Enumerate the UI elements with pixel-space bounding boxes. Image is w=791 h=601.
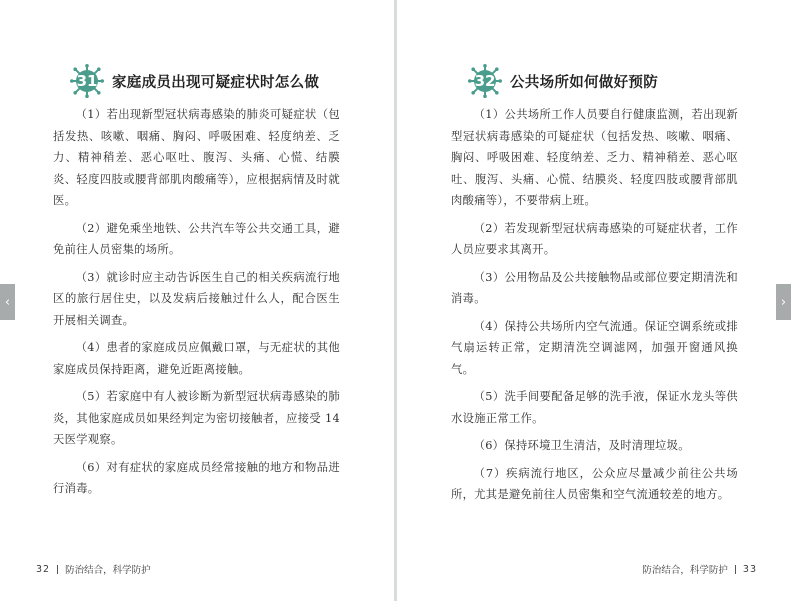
paragraph: （2）若发现新型冠状病毒感染的可疑症状者，工作人员应要求其离开。 <box>451 221 738 256</box>
paragraph: （2）避免乘坐地铁、公共汽车等公共交通工具，避免前往人员密集的场所。 <box>53 221 340 256</box>
section-number: 32 <box>474 72 496 90</box>
paragraph: （3）公用物品及公共接触物品或部位要定期清洗和消毒。 <box>451 270 738 305</box>
section-title: 家庭成员出现可疑症状时怎么做 <box>112 74 320 91</box>
paragraph: （6）保持环境卫生清洁，及时清理垃圾。 <box>473 439 690 452</box>
section-body <box>53 104 340 506</box>
section-number: 31 <box>76 72 98 90</box>
section-body <box>451 104 738 512</box>
next-page-button[interactable] <box>776 284 791 320</box>
page-number: 33 <box>742 563 757 575</box>
right-page <box>397 0 791 601</box>
paragraph: （5）若家庭中有人被诊断为新型冠状病毒感染的肺炎，其他家庭成员如果经判定为密切接触者，应接受 14 天医学观察。 <box>53 390 340 446</box>
paragraph: （1）若出现新型冠状病毒感染的肺炎可疑症状（包括发热、咳嗽、咽痛、胸闷、呼吸困难、轻度纳差、乏力、精神稍差、恶心呕吐、腹泻、头痛、心慌、结膜炎、轻度四肢或腰背部肌肉酸痛等），应根据病情及时就医。 <box>53 108 340 207</box>
page-number: 32 <box>36 563 51 575</box>
section-heading <box>70 64 319 98</box>
paragraph: （7）疾病流行地区，公众应尽量减少前往公共场所，尤其是避免前往人员密集和空气流通较差的地方。 <box>451 466 738 501</box>
paragraph: （6）对有症状的家庭成员经常接触的地方和物品进行消毒。 <box>53 460 340 495</box>
paragraph: （4）保持公共场所内空气流通。保证空调系统或排气扇运转正常，定期清洗空调滤网，加强开窗通风换气。 <box>451 319 738 376</box>
chevron-right-icon: › <box>780 294 787 310</box>
paragraph: （4）患者的家庭成员应佩戴口罩，与无症状的其他家庭成员保持距离，避免近距离接触。 <box>53 341 340 376</box>
paragraph: （1）公共场所工作人员要自行健康监测，若出现新型冠状病毒感染的可疑症状（包括发热、咳嗽、咽痛、胸闷、呼吸困难、轻度纳差、乏力、精神稍差、恶心呕吐、腹泻、头痛、心慌、结膜炎、轻度四肢或腰背部肌肉酸痛等），不要带病上班。 <box>451 108 738 207</box>
chevron-left-icon: ‹ <box>4 294 11 310</box>
virus-badge-icon <box>468 64 502 98</box>
footer-title: 防治结合，科学防护 <box>65 565 151 576</box>
paragraph: （3）就诊时应主动告诉医生自己的相关疾病流行地区的旅行居住史，以及发病后接触过什么人，配合医生开展相关调查。 <box>53 270 340 327</box>
footer-divider <box>57 565 58 574</box>
footer-divider <box>735 565 736 574</box>
paragraph: （5）洗手间要配备足够的洗手液，保证水龙头等供水设施正常工作。 <box>451 390 738 425</box>
previous-page-button[interactable] <box>0 284 15 320</box>
left-page <box>0 0 394 601</box>
section-title: 公共场所如何做好预防 <box>510 74 658 91</box>
section-heading <box>468 64 658 98</box>
page-footer <box>642 562 757 576</box>
footer-title: 防治结合，科学防护 <box>642 565 728 576</box>
virus-badge-icon <box>70 64 104 98</box>
page-footer <box>36 562 151 576</box>
